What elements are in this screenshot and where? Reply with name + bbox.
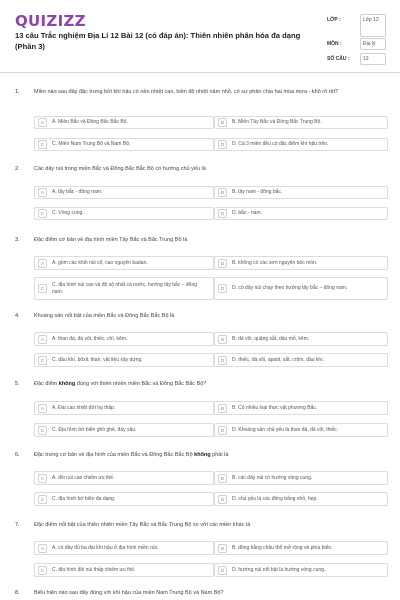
option-text: B. không có các sơn nguyên bóc mòn. xyxy=(232,259,318,266)
option-text: B. các dãy núi có hướng vòng cung. xyxy=(232,474,313,481)
option-letter-badge: D xyxy=(218,495,227,504)
option-b[interactable] xyxy=(214,332,388,346)
question-text: Biểu hiện nào sau đây đúng với khí hậu của miền Nam Trung Bộ và Nam Bộ? xyxy=(34,590,224,596)
option-b[interactable] xyxy=(214,116,388,129)
option-letter-badge: B xyxy=(218,188,227,197)
option-c[interactable] xyxy=(34,423,214,437)
option-letter-badge: A xyxy=(38,259,47,268)
option-d[interactable] xyxy=(214,563,388,577)
option-letter-badge: C xyxy=(38,426,47,435)
option-letter-badge: A xyxy=(38,188,47,197)
question-text-emphasis: không xyxy=(194,452,211,458)
option-text: C. địa hình bờ biển đa dạng. xyxy=(52,495,116,502)
option-letter-badge: B xyxy=(218,118,227,127)
option-text: B. Có nhiều loại thực vật phương Bắc. xyxy=(232,404,318,411)
option-text: C. dầu khí, bôxit, titan, vật liệu xây dựng. xyxy=(52,356,143,363)
option-a[interactable] xyxy=(34,256,214,270)
question-text xyxy=(34,381,384,389)
question-text xyxy=(34,452,384,460)
meta-socau-value: 13 xyxy=(360,53,386,65)
question-number: 7. xyxy=(15,522,20,528)
option-letter-badge: A xyxy=(38,474,47,483)
option-letter-badge: A xyxy=(38,544,47,553)
option-text: D. chủ yếu là các đồng bằng nhỏ, hẹp. xyxy=(232,495,318,502)
option-d[interactable] xyxy=(214,492,388,506)
option-letter-badge: C xyxy=(38,209,47,218)
option-letter-badge: A xyxy=(38,404,47,413)
option-text: D. thiếc, đá vôi, apatit, sắt, crôm, dầu khí. xyxy=(232,356,324,363)
option-letter-badge: B xyxy=(218,404,227,413)
option-a[interactable] xyxy=(34,471,214,485)
question-number: 1. xyxy=(15,89,20,95)
question-text: Đặc điểm cơ bản về địa hình miền Tây Bắc và Bắc Trung Bộ là xyxy=(34,237,188,243)
option-c[interactable] xyxy=(34,353,214,367)
option-letter-badge: A xyxy=(38,335,47,344)
question-text: Các dãy núi trong miền Bắc và Đông Bắc Bắc Bộ có hướng chủ yếu là xyxy=(34,166,206,172)
question-text-part: đúng với thiên nhiên miền Bắc và Đông Bắc Bắc Bộ? xyxy=(75,381,207,387)
option-d[interactable] xyxy=(214,207,388,220)
option-text: A. Miền Bắc và Đông Bắc Bắc Bộ. xyxy=(52,119,128,126)
option-c[interactable] xyxy=(34,563,214,577)
page-title: 13 câu Trắc nghiệm Địa Lí 12 Bài 12 (có đáp án): Thiên nhiên phân hóa đa dạng (Phần 3) xyxy=(15,31,301,51)
option-letter-badge: D xyxy=(218,209,227,218)
meta-socau-label: SỐ CÂU : xyxy=(327,56,350,62)
meta-mon-value: Địa lý xyxy=(360,38,386,50)
option-text: D. hướng núi nổi bật là hướng vòng cung.. xyxy=(232,566,327,573)
option-b[interactable] xyxy=(214,401,388,415)
header-divider xyxy=(0,72,400,73)
option-letter-badge: C xyxy=(38,140,47,149)
option-text: C. Miền Nam Trung Bộ và Nam Bộ. xyxy=(52,141,131,148)
option-letter-badge: C xyxy=(38,356,47,365)
option-text: B. Miền Tây Bắc và Đông Bắc Trung Bộ. xyxy=(232,119,322,126)
option-letter-badge: C xyxy=(38,495,47,504)
option-b[interactable] xyxy=(214,471,388,485)
option-c[interactable] xyxy=(34,138,214,151)
option-b[interactable] xyxy=(214,541,388,555)
option-text: C. Vòng cung. xyxy=(52,210,84,217)
meta-lop-label: LỚP : xyxy=(327,17,341,23)
question-number: 8. xyxy=(15,590,20,596)
option-text: D. Cả 3 miền đều có đặc điểm khí hậu trên. xyxy=(232,141,329,148)
question-text: Đặc điểm nổi bật của thiên nhiên miền Tây Bắc và Bắc Trung Bộ so với các miền khác là xyxy=(34,522,251,528)
question-text: Khoáng sản nổi bật của miền Bắc và Đông Bắc Bắc Bộ là xyxy=(34,313,175,319)
option-b[interactable] xyxy=(214,256,388,270)
question-number: 5. xyxy=(15,381,20,387)
option-b[interactable] xyxy=(214,186,388,199)
question-number: 6. xyxy=(15,452,20,458)
option-letter-badge: B xyxy=(218,474,227,483)
meta-lop-value: Lớp 12 xyxy=(360,14,386,37)
meta-mon-label: MÔN : xyxy=(327,41,342,47)
question-number: 3. xyxy=(15,237,20,243)
option-letter-badge: D xyxy=(218,356,227,365)
option-c[interactable] xyxy=(34,277,214,300)
option-text: A. than đá, đá vôi, thiếc, chì, kẽm. xyxy=(52,335,128,342)
option-letter-badge: D xyxy=(218,284,227,293)
question-text-part: Đặc trưng cơ bản về địa hình của miền Bắc và Đông Bắc Bắc Bộ xyxy=(34,452,195,458)
option-text: A. có đầy đủ ba đai khí hậu ở địa hình miền núi. xyxy=(52,544,159,551)
question-text-part: Đặc điểm xyxy=(34,381,59,387)
quizizz-logo: QUIZIZZ xyxy=(15,12,86,30)
option-d[interactable] xyxy=(214,353,388,367)
option-text: A. tây bắc - đông nam. xyxy=(52,189,103,196)
question-text-part: phải là xyxy=(210,452,229,458)
option-d[interactable] xyxy=(214,138,388,151)
option-letter-badge: C xyxy=(38,566,47,575)
option-a[interactable] xyxy=(34,116,214,129)
question-text: Miền nào sau đây đặc trưng bởi khí hậu có nền nhiệt cao, biên độ nhiệt năm nhỏ, có sự phân chia hai mùa mưa - khô rõ rệt? xyxy=(34,89,339,95)
option-letter-badge: D xyxy=(218,566,227,575)
option-d[interactable] xyxy=(214,423,388,437)
option-text: D. có dãy núi chạy theo hướng tây bắc – đông nam. xyxy=(232,285,348,292)
option-text: C. Địa hình bờ biển ghồ ghề, đáy sâu. xyxy=(52,426,137,433)
option-a[interactable] xyxy=(34,332,214,346)
option-text: C. địa hình núi cao và độ sộ nhất cả nước, hướng tây bắc – đông nam. xyxy=(52,282,198,295)
option-text: D. Khoáng sản chủ yếu là than đá, đá vôi, thiếc. xyxy=(232,426,339,433)
option-letter-badge: C xyxy=(38,284,47,293)
option-text: B. đồng bằng châu thổ mở rộng về phía biển. xyxy=(232,544,333,551)
option-letter-badge: D xyxy=(218,426,227,435)
option-text: D. bắc - nam. xyxy=(232,210,263,217)
option-letter-badge: B xyxy=(218,335,227,344)
option-text: A. Đai cao nhiệt đới hạ thấp. xyxy=(52,404,116,411)
option-c[interactable] xyxy=(34,492,214,506)
option-d[interactable] xyxy=(214,277,388,300)
option-text: B. đá vôi, quặng sắt, dầu mỏ, kẽm. xyxy=(232,335,310,342)
option-a[interactable] xyxy=(34,401,214,415)
option-text: A. đồi núi cao chiếm ưu thế. xyxy=(52,474,115,481)
option-text: B. tây nam - đông bắc. xyxy=(232,189,283,196)
option-letter-badge: D xyxy=(218,140,227,149)
option-a[interactable] xyxy=(34,186,214,199)
question-number: 2. xyxy=(15,166,20,172)
option-letter-badge: B xyxy=(218,544,227,553)
option-letter-badge: B xyxy=(218,259,227,268)
option-letter-badge: A xyxy=(38,118,47,127)
option-text: A. gồm các khối núi cổ, cao nguyên badan. xyxy=(52,259,148,266)
option-c[interactable] xyxy=(34,207,214,220)
option-a[interactable] xyxy=(34,541,214,555)
option-text: C. địa hình đồi núi thấp chiếm ưu thế. xyxy=(52,566,136,573)
question-number: 4. xyxy=(15,313,20,319)
question-text-emphasis: không xyxy=(58,381,76,387)
